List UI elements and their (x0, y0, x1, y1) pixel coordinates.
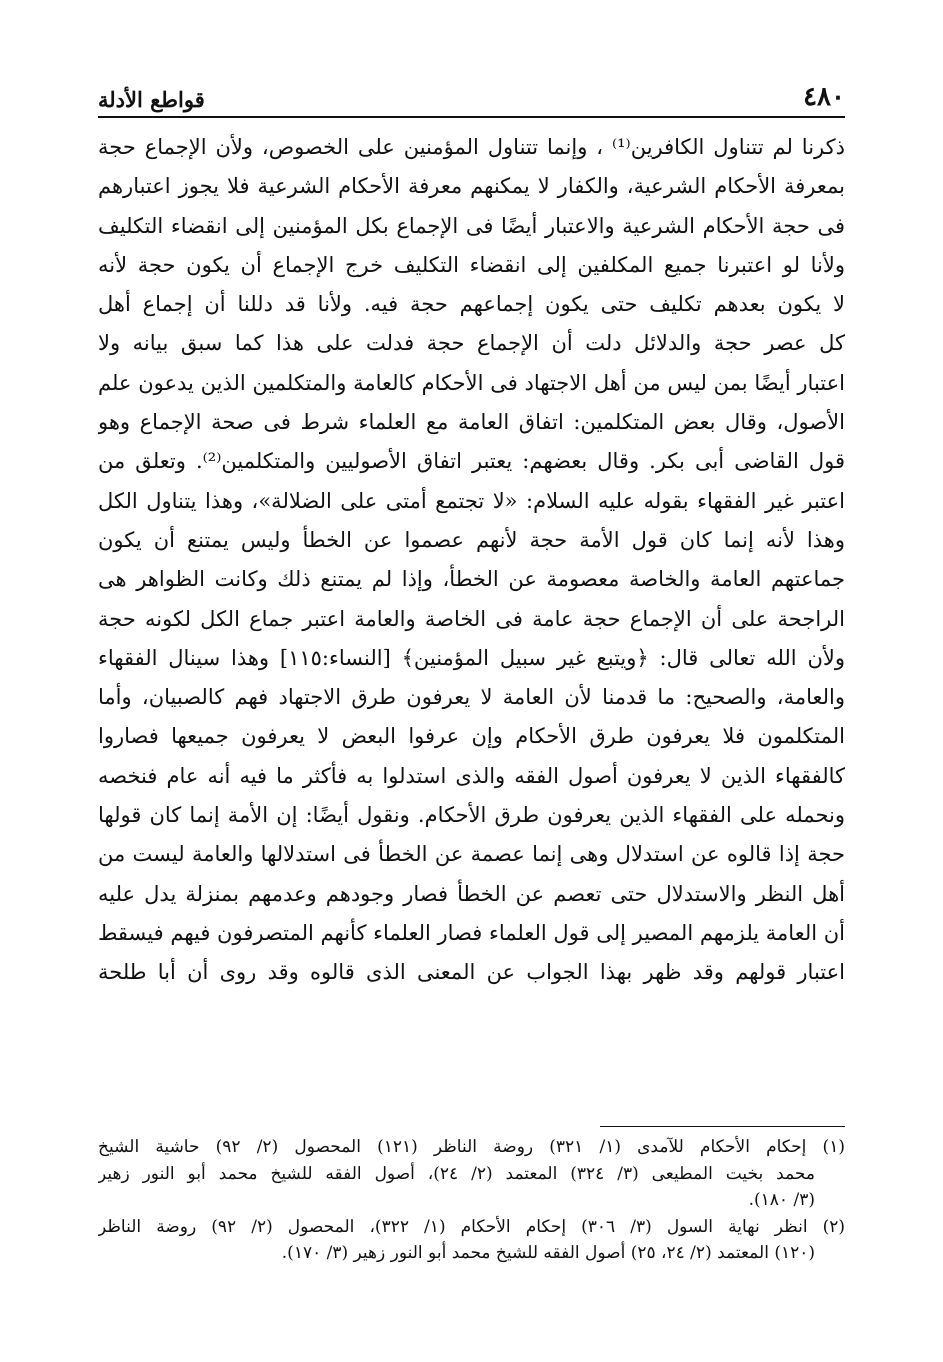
body-line: ولأنا لو اعتبرنا جميع المكلفين إلى انقضاء التكليف خرج الإجماع أن يكون حجة لأنه (98, 252, 845, 277)
body-line: قول القاضى أبى بكر. وقال بعضهم: يعتبر اتفاق الأصوليين والمتكلمين⁽²⁾. وتعلق من (98, 449, 845, 474)
body-line: والعامة، والصحيح: ما قدمنا لأن العامة لا يعرفون طرق الاجتهاد فهم كالصبيان، وأما (98, 685, 845, 710)
page-header (98, 72, 845, 112)
body-line: اعتبار أيضًا بمن ليس من أهل الاجتهاد فى الأحكام كالعامة والمتكلمين الذين يدعون علم (98, 370, 845, 395)
footnote-line: محمد بخيت المطيعى (٣/ ٣٢٤) المعتمد (٢/ ٢٤)، أصول الفقه للشيخ محمد أبو النور زهير (98, 1163, 816, 1184)
header-rule (98, 116, 845, 118)
running-title: قواطع الأدلة (98, 87, 205, 112)
body-line: الراجحة على أن الإجماع حجة عامة فى الخاصة والعامة اعتبر جماع الكل لكونه حجة (98, 606, 845, 631)
body-line: جماعتهم العامة والخاصة معصومة عن الخطأ، وإذا لم يمتنع ذلك وكانت الظواهر هى (98, 567, 845, 592)
body-line: بمعرفة الأحكام الشرعية، والكفار لا يمكنهم معرفة الأحكام الشرعية فلا يجوز اعتبارهم (98, 174, 845, 199)
body-line: لا يكون بعدهم تكليف حتى يكون إجماعهم حجة فيه. ولأنا قد دللنا أن إجماع أهل (98, 292, 845, 317)
footnote-rule (600, 1126, 845, 1127)
body-line: حجة إذا قالوه عن استدلال وهى إنما عصمة عن الخطأ فى استدلالها والعامة ليست من (98, 842, 845, 867)
body-line: اعتبار قولهم وقد ظهر بهذا الجواب عن المعنى الذى قالوه وقد روى أن أبا طلحة (98, 960, 845, 985)
footnote-line: (١٢٠) المعتمد (٢/ ٢٤، ٢٥) أصول الفقه للشيخ محمد أبو النور زهير (٣/ ١٧٠). (281, 1243, 815, 1263)
body-line: كل عصر حجة والدلائل دلت أن الإجماع حجة فدلت على هذا كما سبق بيانه ولا (98, 331, 845, 356)
body-line: وهذا لأنه إنما كان قول الأمة حجة لأنهم عصموا عن الخطأ وليس يمتنع أن يكون (98, 527, 845, 552)
body-line: الأصول، وقال بعض المتكلمين: اتفاق العامة مع العلماء شرط فى صحة الإجماع وهو (98, 410, 845, 435)
body-line: أن العامة يلزمهم المصير إلى قول العلماء فصار العلماء كأنهم المتصرفون فيهم فيسقط (98, 920, 845, 945)
body-line: ذكرنا لم تتناول الكافرين⁽¹⁾ ، وإنما تتناول المؤمنين على الخصوص، ولأن الإجماع حجة (98, 135, 845, 159)
footnote-line: (١) إحكام الأحكام للآمدى (١/ ٣٢١) روضة الناظر (١٢١) المحصول (٢/ ٩٢) حاشية الشيخ (98, 1137, 845, 1157)
footnotes (98, 1134, 845, 1267)
footnote-line: (٣/ ١٨٠). (748, 1190, 815, 1210)
body-line: ولأن الله تعالى قال: ﴿ويتبع غير سبيل المؤمنين﴾ [النساء:١١٥] وهذا سينال الفقهاء (98, 645, 845, 670)
page-number: ٤٨٠ (803, 82, 845, 112)
body-line: أهل النظر والاستدلال حتى تعصم عن الخطأ فصار وجودهم وعدمهم بمنزلة يدل عليه (98, 881, 845, 906)
body-line: المتكلمون فلا يعرفون طرق الأحكام وإن عرفوا البعض لا يعرفون جميعها فصاروا (98, 724, 845, 749)
body-text (98, 128, 845, 993)
footnote-line: (٢) انظر نهاية السول (٣/ ٣٠٦) إحكام الأحكام (١/ ٣٢٢)، المحصول (٢/ ٩٢) روضة الناظر (98, 1216, 845, 1237)
body-line: كالفقهاء الذين لا يعرفون أصول الفقه والذى استدلوا به فأكثر ما فيه أنه عام فنخصه (98, 763, 845, 788)
body-line: ونحمله على الفقهاء الذين يعرفون طرق الأحكام. ونقول أيضًا: إن الأمة إنما كان قولها (98, 803, 845, 828)
body-line: اعتبر غير الفقهاء بقوله عليه السلام: «لا تجتمع أمتى على الضلالة»، وهذا يتناول الكل (98, 488, 845, 513)
body-line: فى حجة الأحكام الشرعية والاعتبار أيضًا فى الإجماع بكل المؤمنين إلى انقضاء التكليف (98, 213, 845, 238)
